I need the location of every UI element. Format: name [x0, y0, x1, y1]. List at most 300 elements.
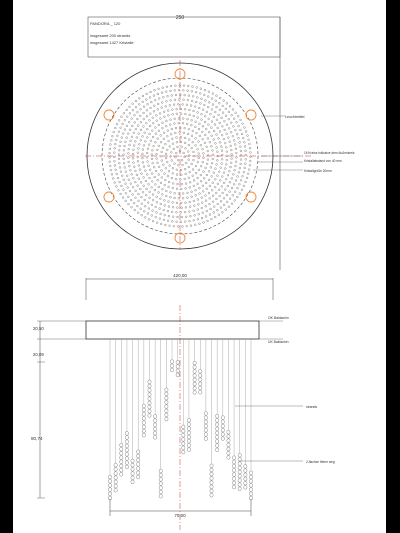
- crystal-dot: [213, 130, 215, 132]
- crystal-dot: [204, 134, 206, 136]
- crystal-dot: [193, 115, 195, 117]
- crystal-dot: [164, 224, 166, 226]
- crystal-dot: [145, 122, 147, 124]
- crystal-dot: [109, 148, 111, 150]
- crystal-dot: [113, 156, 115, 158]
- crystal-dot: [140, 208, 142, 210]
- crystal-dot: [215, 142, 217, 144]
- crystal-count-label: insgesamt 1427 Kristalle: [90, 40, 134, 45]
- crystal-dot: [114, 147, 116, 149]
- crystal-dot: [156, 120, 158, 122]
- crystal-bead: [182, 433, 185, 437]
- crystal-dot: [226, 194, 228, 196]
- crystal-dot: [232, 109, 234, 111]
- crystal-dot: [242, 137, 244, 139]
- crystal-dot: [233, 125, 235, 127]
- crystal-bead: [165, 405, 168, 409]
- crystal-dot: [129, 106, 131, 108]
- crystal-dot: [229, 105, 231, 107]
- crystal-dot: [158, 174, 160, 176]
- crystal-dot: [218, 189, 220, 191]
- crystal-dot: [137, 156, 139, 158]
- crystal-dot: [163, 111, 165, 113]
- crystal-dot: [171, 138, 173, 140]
- crystal-dot: [210, 113, 212, 115]
- crystal-dot: [137, 148, 139, 150]
- crystal-dot: [151, 181, 153, 183]
- crystal-bead: [215, 414, 218, 418]
- crystal-dot: [138, 200, 140, 202]
- crystal-dot: [230, 145, 232, 147]
- crystal-dot: [216, 159, 218, 161]
- crystal-dot: [171, 177, 173, 179]
- crystal-size-callout: Kristallgröße 20mm: [304, 169, 332, 173]
- crystal-dot: [145, 194, 147, 196]
- crystal-dot: [165, 190, 167, 192]
- crystal-dot: [172, 187, 174, 189]
- crystal-dot: [165, 125, 167, 127]
- crystal-dot: [114, 127, 116, 129]
- crystal-dot: [165, 153, 167, 155]
- crystal-dot: [180, 174, 182, 176]
- crystal-dot: [143, 112, 145, 114]
- crystal-dot: [211, 145, 213, 147]
- crystal-dot: [162, 188, 164, 190]
- crystal-dot: [122, 123, 124, 125]
- crystal-dot: [163, 132, 165, 134]
- crystal-dot: [151, 158, 153, 160]
- crystal-bead: [204, 416, 207, 420]
- crystal-dot: [155, 206, 157, 208]
- crystal-dot: [124, 119, 126, 121]
- crystal-dot: [233, 118, 235, 120]
- crystal-bead: [232, 481, 235, 485]
- crystal-dot: [135, 190, 137, 192]
- crystal-dot: [146, 115, 148, 117]
- crystal-dot: [142, 157, 144, 159]
- crystal-dot: [247, 135, 249, 137]
- crystal-dot: [200, 174, 202, 176]
- width-dimension: 420,00: [173, 273, 187, 278]
- crystal-dot: [240, 179, 242, 181]
- crystal-dot: [168, 201, 170, 203]
- crystal-dot: [121, 116, 123, 118]
- crystal-dot: [224, 168, 226, 170]
- crystal-bead: [153, 419, 156, 423]
- crystal-dot: [214, 216, 216, 218]
- crystal-dot: [160, 155, 162, 157]
- crystal-dot: [194, 126, 196, 128]
- crystal-dot: [109, 156, 111, 158]
- crystal-bead: [165, 400, 168, 404]
- crystal-dot: [155, 133, 157, 135]
- crystal-dot: [246, 177, 248, 179]
- crystal-dot: [160, 118, 162, 120]
- crystal-dot: [192, 141, 194, 143]
- crystal-bead: [120, 447, 123, 451]
- crystal-dot: [197, 203, 199, 205]
- crystal-bead: [199, 369, 202, 373]
- crystal-dot: [148, 218, 150, 220]
- crystal-dot: [185, 183, 187, 185]
- crystal-dot: [161, 177, 163, 179]
- crystal-bead: [238, 470, 241, 474]
- crystal-bead: [238, 479, 241, 483]
- crystal-dot: [179, 85, 181, 87]
- crystal-dot: [184, 168, 186, 170]
- crystal-dot: [199, 92, 201, 94]
- crystal-dot: [187, 99, 189, 101]
- crystal-dot: [142, 153, 144, 155]
- crystal-bead: [221, 432, 224, 436]
- crystal-dot: [158, 145, 160, 147]
- crystal-dot: [177, 164, 179, 166]
- crystal-dot: [165, 100, 167, 102]
- crystal-dot: [156, 222, 158, 224]
- crystal-dot: [141, 203, 143, 205]
- crystal-bead: [227, 430, 230, 434]
- crystal-dot: [174, 118, 176, 120]
- crystal-dot: [170, 99, 172, 101]
- crystal-dot: [161, 194, 163, 196]
- crystal-dot: [119, 181, 121, 183]
- crystal-bead: [232, 456, 235, 460]
- crystal-dot: [173, 225, 175, 227]
- crystal-dot: [226, 133, 228, 135]
- crystal-bead: [221, 428, 224, 432]
- crystal-dot: [124, 167, 126, 169]
- crystal-dot: [109, 152, 111, 154]
- crystal-dot: [160, 203, 162, 205]
- crystal-dot: [181, 207, 183, 209]
- crystal-dot: [235, 165, 237, 167]
- crystal-dot: [229, 181, 231, 183]
- crystal-dot: [134, 114, 136, 116]
- crystal-dot: [205, 100, 207, 102]
- crystal-dot: [201, 207, 203, 209]
- crystal-dot: [208, 131, 210, 133]
- crystal-dot: [160, 141, 162, 143]
- crystal-dot: [213, 139, 215, 141]
- crystal-dot: [238, 137, 240, 139]
- crystal-dot: [180, 169, 182, 171]
- crystal-dot: [132, 109, 134, 111]
- crystal-dot: [123, 149, 125, 151]
- crystal-bead: [131, 463, 134, 467]
- crystal-dot: [120, 171, 122, 173]
- crystal-dot: [138, 193, 140, 195]
- crystal-dot: [177, 103, 179, 105]
- crystal-dot: [206, 146, 208, 148]
- crystal-dot: [250, 152, 252, 154]
- crystal-bead: [120, 451, 123, 455]
- crystal-dot: [240, 119, 242, 121]
- crystal-dot: [221, 163, 223, 165]
- crystal-dot: [129, 169, 131, 171]
- crystal-dot: [249, 160, 251, 162]
- crystal-dot: [161, 102, 163, 104]
- crystal-dot: [114, 165, 116, 167]
- crystal-dot: [201, 217, 203, 219]
- crystal-dot: [146, 188, 148, 190]
- crystal-dot: [237, 176, 239, 178]
- crystal-dot: [182, 122, 184, 124]
- crystal-dot: [142, 149, 144, 151]
- crystal-dot: [201, 98, 203, 100]
- crystal-dot: [178, 89, 180, 91]
- crystal-dot: [241, 133, 243, 135]
- crystal-bead: [221, 437, 224, 441]
- crystal-dot: [150, 107, 152, 109]
- crystal-dot: [221, 150, 223, 152]
- crystal-dot: [126, 175, 128, 177]
- crystal-dot: [176, 207, 178, 209]
- ok-label: OK Baldachin: [268, 316, 289, 320]
- crystal-dot: [245, 154, 247, 156]
- crystal-dot: [207, 124, 209, 126]
- crystal-dot: [151, 186, 153, 188]
- crystal-bead: [142, 404, 145, 408]
- crystal-bead: [210, 468, 213, 472]
- crystal-dot: [151, 204, 153, 206]
- crystal-dot: [232, 194, 234, 196]
- crystal-bead: [137, 471, 140, 475]
- crystal-bead: [114, 467, 117, 471]
- crystal-dot: [149, 125, 151, 127]
- crystal-dot: [123, 162, 125, 164]
- crystal-bead: [227, 439, 230, 443]
- crystal-dot: [165, 120, 167, 122]
- crystal-bead: [120, 460, 123, 464]
- crystal-dot: [148, 208, 150, 210]
- crystal-dot: [158, 166, 160, 168]
- crystal-dot: [127, 152, 129, 154]
- crystal-bead: [153, 423, 156, 427]
- crystal-dot: [194, 214, 196, 216]
- crystal-dot: [216, 95, 218, 97]
- crystal-dot: [113, 152, 115, 154]
- crystal-dot: [223, 182, 225, 184]
- crystal-dot: [208, 192, 210, 194]
- crystal-dot: [218, 171, 220, 173]
- crystal-dot: [212, 158, 214, 160]
- crystal-dot: [162, 164, 164, 166]
- crystal-dot: [158, 98, 160, 100]
- crystal-dot: [148, 165, 150, 167]
- crystal-dot: [243, 171, 245, 173]
- crystal-dot: [184, 156, 186, 158]
- crystal-dot: [202, 153, 204, 155]
- crystal-dot: [173, 104, 175, 106]
- crystal-bead: [137, 475, 140, 479]
- crystal-dot: [211, 98, 213, 100]
- crystal-dot: [119, 167, 121, 169]
- crystal-dot: [208, 170, 210, 172]
- crystal-bead: [176, 365, 179, 369]
- crystal-dot: [200, 165, 202, 167]
- crystal-dot: [187, 118, 189, 120]
- crystal-dot: [126, 137, 128, 139]
- crystal-dot: [187, 151, 189, 153]
- crystal-dot: [203, 157, 205, 159]
- crystal-dot: [195, 91, 197, 93]
- crystal-dot: [170, 85, 172, 87]
- crystal-bead: [153, 414, 156, 418]
- crystal-dot: [204, 121, 206, 123]
- crystal-dot: [138, 103, 140, 105]
- crystal-dot: [148, 119, 150, 121]
- crystal-dot: [202, 125, 204, 127]
- crystal-dot: [183, 85, 185, 87]
- crystal-dot: [188, 159, 190, 161]
- crystal-bead: [176, 373, 179, 377]
- crystal-dot: [147, 202, 149, 204]
- crystal-dot: [209, 197, 211, 199]
- crystal-bead: [142, 429, 145, 433]
- crystal-dot: [188, 144, 190, 146]
- crystal-dot: [184, 211, 186, 213]
- crystal-dot: [197, 183, 199, 185]
- crystal-dot: [200, 144, 202, 146]
- crystal-dot: [138, 133, 140, 135]
- crystal-dot: [156, 201, 158, 203]
- crystal-bead: [182, 429, 185, 433]
- crystal-dot: [193, 205, 195, 207]
- crystal-dot: [182, 226, 184, 228]
- crystal-dot: [131, 118, 133, 120]
- crystal-dot: [164, 184, 166, 186]
- crystal-dot: [238, 125, 240, 127]
- crystal-dot: [214, 124, 216, 126]
- crystal-dot: [186, 123, 188, 125]
- crystal-dot: [221, 134, 223, 136]
- crystal-dot: [224, 189, 226, 191]
- crystal-dot: [160, 135, 162, 137]
- crystal-dot: [193, 200, 195, 202]
- light-fixture-icon: [246, 192, 256, 202]
- crystal-bead: [153, 427, 156, 431]
- crystal-dot: [150, 140, 152, 142]
- crystal-dot: [165, 105, 167, 107]
- crystal-dot: [124, 129, 126, 131]
- crystal-dot: [248, 139, 250, 141]
- crystal-bead: [210, 464, 213, 468]
- crystal-dot: [202, 212, 204, 214]
- light-fixture-icon: [104, 110, 114, 120]
- crystal-dot: [165, 167, 167, 169]
- crystal-bead: [244, 473, 247, 477]
- crystal-dot: [125, 171, 127, 173]
- crystal-dot: [125, 200, 127, 202]
- crystal-dot: [202, 138, 204, 140]
- crystal-bead: [215, 439, 218, 443]
- crystal-dot: [118, 158, 120, 160]
- crystal-dot: [173, 148, 175, 150]
- crystal-bead: [199, 374, 202, 378]
- crystal-dot: [212, 182, 214, 184]
- crystal-dot: [230, 166, 232, 168]
- crystal-dot: [157, 108, 159, 110]
- crystal-dot: [138, 143, 140, 145]
- crystal-bead: [159, 482, 162, 486]
- crystal-dot: [171, 95, 173, 97]
- crystal-dot: [152, 199, 154, 201]
- crystal-dot: [133, 202, 135, 204]
- crystal-dot: [220, 146, 222, 148]
- crystal-dot: [176, 137, 178, 139]
- crystal-dot: [109, 165, 111, 167]
- crystal-bead: [148, 384, 151, 388]
- crystal-dot: [111, 173, 113, 175]
- crystal-dot: [235, 152, 237, 154]
- crystal-dot: [132, 177, 134, 179]
- crystal-dot: [166, 149, 168, 151]
- crystal-dot: [189, 206, 191, 208]
- crystal-dot: [234, 144, 236, 146]
- crystal-dot: [192, 175, 194, 177]
- crystal-dot: [224, 142, 226, 144]
- crystal-dot: [193, 185, 195, 187]
- crystal-bead: [182, 450, 185, 454]
- crystal-dot: [164, 173, 166, 175]
- crystal-dot: [231, 153, 233, 155]
- crystal-dot: [112, 178, 114, 180]
- crystal-dot: [123, 154, 125, 156]
- crystal-bead: [215, 423, 218, 427]
- crystal-dot: [170, 119, 172, 121]
- crystal-dot: [207, 138, 209, 140]
- crystal-bead: [249, 484, 252, 488]
- crystal-dot: [237, 115, 239, 117]
- crystal-dot: [163, 209, 165, 211]
- crystal-dot: [114, 143, 116, 145]
- crystal-dot: [195, 165, 197, 167]
- crystal-dot: [245, 150, 247, 152]
- crystal-bead: [108, 479, 111, 483]
- crystal-bead: [193, 365, 196, 369]
- crystal-dot: [128, 203, 130, 205]
- crystal-dot: [193, 155, 195, 157]
- crystal-dot: [200, 180, 202, 182]
- crystal-dot: [146, 109, 148, 111]
- crystal-dot: [199, 123, 201, 125]
- crystal-dot: [176, 141, 178, 143]
- crystal-dot: [198, 128, 200, 130]
- crystal-dot: [151, 149, 153, 151]
- crystal-dot: [239, 167, 241, 169]
- crystal-bead: [142, 408, 145, 412]
- crystal-dot: [198, 213, 200, 215]
- crystal-dot: [133, 145, 135, 147]
- crystal-dot: [197, 161, 199, 163]
- crystal-dot: [142, 161, 144, 163]
- crystal-bead: [114, 476, 117, 480]
- crystal-dot: [245, 181, 247, 183]
- crystal-dot: [144, 216, 146, 218]
- crystal-dot: [151, 154, 153, 156]
- crystal-dot: [221, 154, 223, 156]
- crystal-dot: [118, 149, 120, 151]
- crystal-bead: [210, 493, 213, 497]
- crystal-dot: [184, 142, 186, 144]
- crystal-dot: [182, 118, 184, 120]
- crystal-dot: [234, 169, 236, 171]
- crystal-dot: [127, 133, 129, 135]
- crystal-dot: [123, 189, 125, 191]
- crystal-dot: [191, 163, 193, 165]
- gap-dimension: 20,09: [33, 352, 44, 357]
- crystal-dot: [109, 161, 111, 163]
